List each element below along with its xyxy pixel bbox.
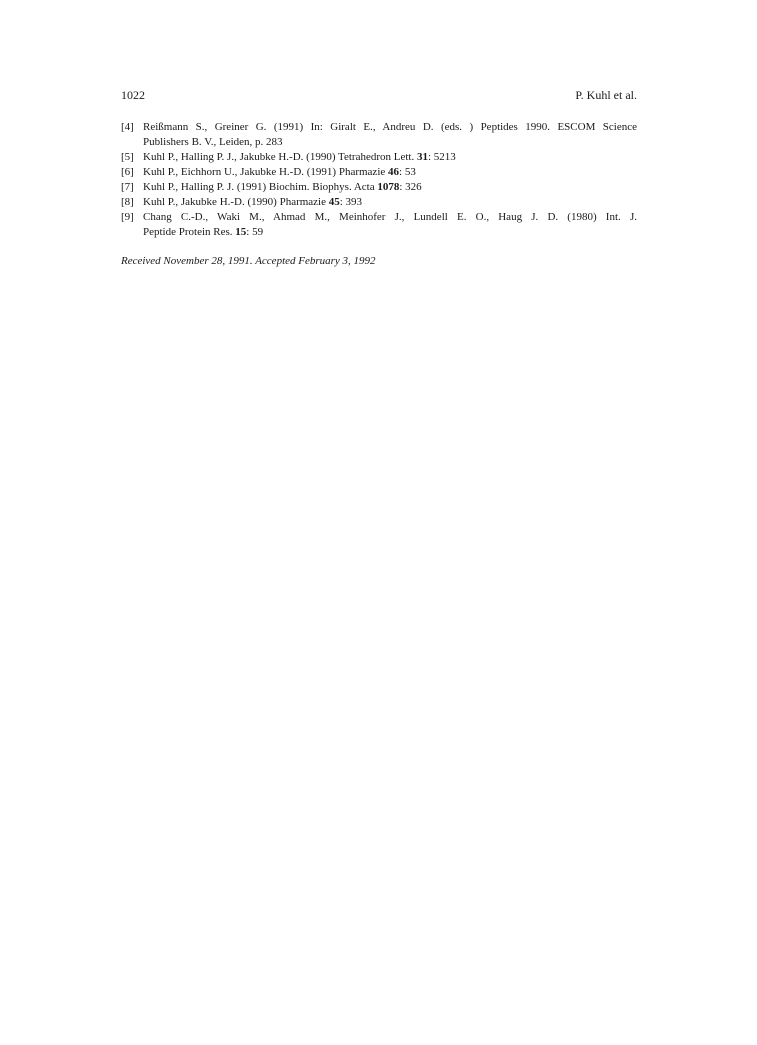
reference-item [121,195,637,210]
running-head: P. Kuhl et al. [575,88,637,102]
page-content [121,88,637,269]
reference-citation: Kuhl P., Halling P. J., Jakubke H.-D. (1990) Tetrahedron Lett. [143,151,417,163]
reference-citation: Kuhl P., Jakubke H.-D. (1990) Pharmazie [143,196,329,208]
reference-volume: 15 [235,226,247,238]
reference-item [121,165,637,180]
reference-text [143,180,637,195]
reference-volume: 1078 [377,181,400,193]
received-accepted-dates: Received November 28, 1991. Accepted February 3, 1992 [121,255,376,267]
reference-pages: : 393 [339,196,363,208]
page-header [121,88,637,103]
reference-item [121,210,637,240]
reference-volume: 45 [328,196,340,208]
reference-line: Publishers B. V., Leiden, p. 283 [143,136,283,148]
reference-citation: Peptide Protein Res. [143,226,236,238]
reference-text [143,165,637,180]
reference-line [143,225,637,240]
reference-item [121,120,637,150]
reference-text [143,195,637,210]
reference-number: [8] [121,196,134,208]
reference-pages: : 5213 [428,151,456,163]
reference-number: [5] [121,151,134,163]
reference-pages: : 53 [399,166,416,178]
reference-text [143,210,637,240]
reference-line: Chang C.-D., Waki M., Ahmad M., Meinhofer J., Lundell E. O., Haug J. D. (1980) Int. J. [143,211,637,223]
reference-volume: 31 [417,151,428,163]
reference-pages: : 326 [399,181,422,193]
reference-line: Reißmann S., Greiner G. (1991) In: Giralt E., Andreu D. (eds. ) Peptides 1990. ESCOM Science [143,121,637,133]
reference-volume: 46 [388,166,400,178]
reference-item [121,150,637,165]
reference-number: [4] [121,121,134,133]
reference-text [143,150,637,165]
reference-citation: Kuhl P., Halling P. J. (1991) Biochim. Biophys. Acta [143,181,378,193]
reference-item [121,180,637,195]
reference-citation: Kuhl P., Eichhorn U., Jakubke H.-D. (1991) Pharmazie [143,166,389,178]
page-number: 1022 [121,88,145,102]
reference-number: [6] [121,166,134,178]
reference-text [143,120,637,150]
reference-pages: : 59 [246,226,264,238]
reference-number: [9] [121,211,134,223]
reference-number: [7] [121,181,134,193]
reference-list [121,120,637,240]
